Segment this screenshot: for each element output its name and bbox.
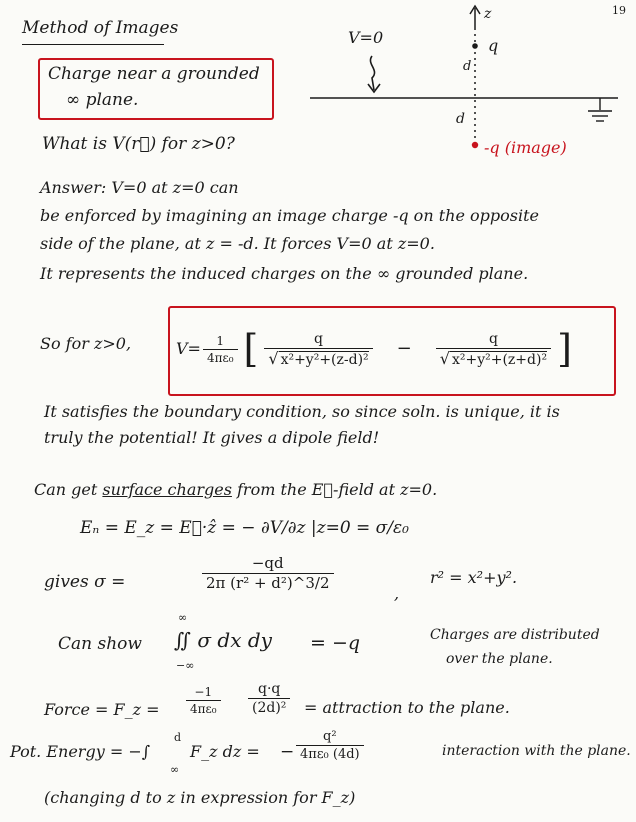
footnote: (changing d to z in expression for F_z)	[44, 788, 356, 807]
energy-den: 4πε₀ (4d)	[296, 745, 364, 761]
sigma-den: 2π (r² + d²)^3/2	[202, 573, 334, 591]
r-squared-relation: r² = x²+y².	[430, 568, 518, 587]
question-text: What is V(r⃗) for z>0?	[42, 134, 235, 154]
charge-q-label: q	[488, 36, 499, 55]
prefactor-num: 1	[216, 333, 225, 348]
energy-integrand: F_z dz =	[190, 742, 260, 761]
energy-minus: −	[280, 742, 295, 762]
energy-num: q²	[323, 729, 337, 744]
distance-d-upper: d	[463, 59, 472, 74]
force-charges	[248, 682, 290, 715]
distance-d-lower: d	[456, 111, 465, 127]
answer-line-4: It represents the induced charges on the ∞ grounded plane.	[40, 264, 529, 283]
z-axis-label: z	[484, 6, 492, 22]
term-two	[436, 332, 551, 367]
surface-charge-line: Can get surface charges from the E⃗-field at z=0.	[34, 480, 438, 499]
integral-result: = −q	[310, 632, 361, 654]
energy-lead: Pot. Energy = −∫	[10, 742, 151, 761]
boundary-line-1: It satisfies the boundary condition, so since soln. is unique, it is	[44, 402, 560, 421]
term-two-num: q	[488, 330, 498, 347]
open-bracket: [	[243, 327, 259, 371]
sigma-lead: gives σ =	[44, 572, 126, 592]
force-prefactor	[186, 686, 221, 715]
sigma-comma: ,	[394, 584, 400, 603]
close-bracket: ]	[557, 327, 572, 371]
minus-sign: −	[396, 338, 412, 359]
topic-line-2: ∞ plane.	[66, 90, 139, 110]
potential-v: V=	[176, 339, 201, 358]
page-number: 19	[612, 4, 626, 17]
potential-prefactor	[203, 335, 238, 364]
term-one	[264, 332, 372, 367]
force-q-num: q·q	[258, 681, 281, 697]
term-one-num: q	[314, 330, 323, 347]
image-charge-label: -q (image)	[484, 138, 567, 157]
boundary-line-2: truly the potential! It gives a dipole field!	[44, 428, 380, 447]
force-result: = attraction to the plane.	[304, 698, 510, 717]
prefactor-den: 4πε₀	[203, 349, 238, 364]
show-lead: Can show	[58, 634, 142, 654]
integral-upper-limit: ∞	[178, 611, 188, 624]
sigma-num: −qd	[251, 554, 284, 572]
term-one-den: √ x²+y²+(z-d)²	[264, 348, 372, 367]
answer-line-2: be enforced by imagining an image charge -q on the opposite	[40, 206, 539, 225]
force-pref-den: 4πε₀	[186, 700, 221, 715]
force-q-den: (2d)²	[248, 698, 290, 715]
energy-lower-limit: ∞	[170, 763, 180, 776]
answer-line-3: side of the plane, at z = -d. It forces V=0 at z=0.	[40, 234, 435, 253]
page-title: Method of Images	[22, 18, 179, 38]
force-pref-num: −1	[194, 685, 213, 699]
term-two-den: √ x²+y²+(z+d)²	[436, 348, 551, 367]
charges-note-2: over the plane.	[446, 651, 553, 667]
answer-line-1: Answer: V=0 at z=0 can	[40, 178, 239, 197]
topic-line-1: Charge near a grounded	[48, 64, 260, 84]
energy-fraction	[296, 730, 364, 761]
surface-integral: ∬ σ dx dy	[174, 628, 272, 652]
force-lead: Force = F_z =	[44, 700, 160, 719]
integral-lower-limit: −∞	[176, 659, 195, 672]
potential-equation	[176, 318, 572, 380]
potential-lead: So for z>0,	[40, 334, 132, 353]
energy-note: interaction with the plane.	[442, 743, 631, 759]
sigma-fraction	[202, 556, 334, 591]
charges-note-1: Charges are distributed	[430, 627, 600, 643]
v-zero-label: V=0	[348, 28, 384, 47]
surface-charges-underlined: surface charges	[102, 480, 232, 499]
energy-upper-limit: d	[174, 731, 182, 744]
field-equation: Eₙ = E_z = E⃗·ẑ = − ∂V/∂z |z=0 = σ/ε₀	[80, 518, 409, 538]
